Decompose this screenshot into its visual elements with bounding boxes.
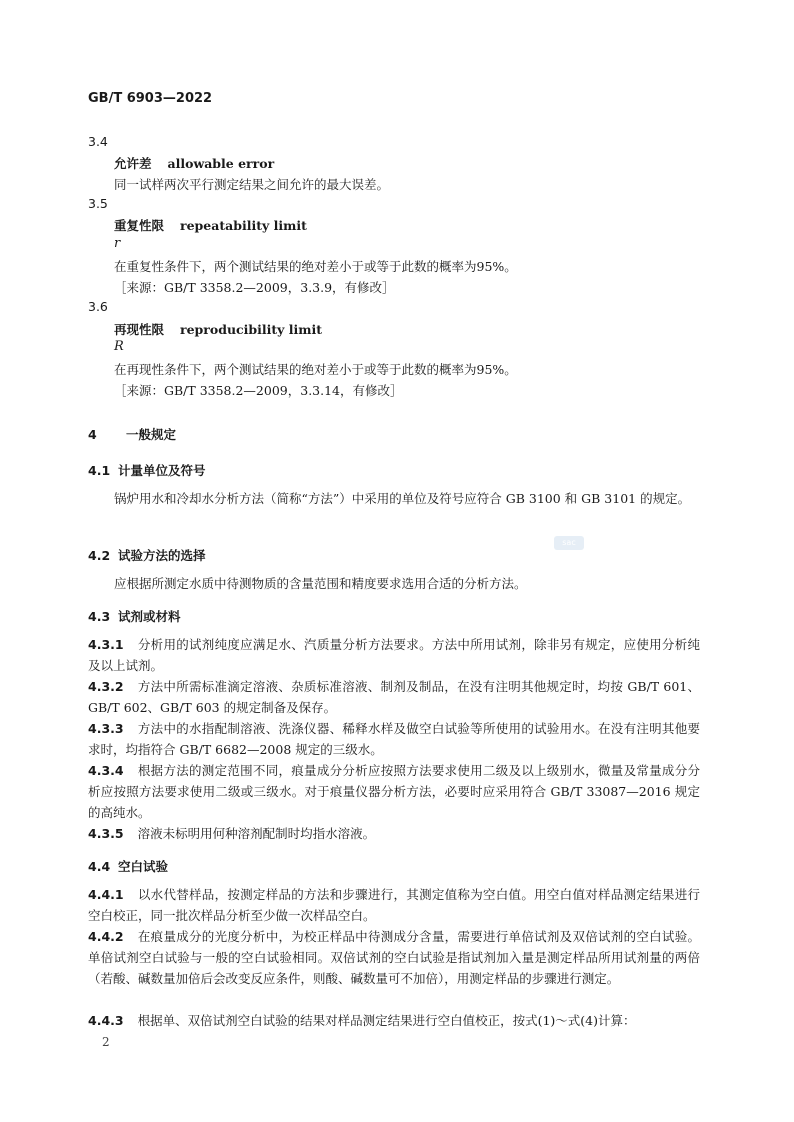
term-en: repeatability limit [180,218,307,233]
term-source: ［来源：GB/T 3358.2—2009，3.3.9，有修改］ [114,280,395,295]
term-en: reproducibility limit [180,322,323,337]
term-number: 3.6 [88,299,108,314]
subsection-title: 计量单位及符号 [118,463,206,478]
term-en: allowable error [167,156,275,171]
clause [88,823,700,844]
section-number: 4 [88,427,97,442]
subsection-number: 4.4 [88,859,111,874]
term-source: ［来源：GB/T 3358.2—2009，3.3.14，有修改］ [114,383,403,398]
term-zh: 重复性限 [114,218,165,233]
page-number: 2 [102,1035,110,1049]
clause [88,760,700,823]
term-zh: 允许差 [114,156,152,171]
clause-text: 分析用的试剂纯度应满足水、汽质量分析方法要求。方法中所用试剂，除非另有规定，应使用分析纯及以上试剂。 [88,637,700,673]
clause-number: 4.4.1 [88,887,124,902]
clause-number: 4.3.4 [88,763,124,778]
subsection-title: 试剂或材料 [118,609,181,624]
clause-text: 根据单、双倍试剂空白试验的结果对样品测定结果进行空白值校正，按式(1)～式(4)计算： [137,1013,636,1028]
subsection-heading [88,607,181,625]
clause-text: 以水代替样品，按测定样品的方法和步骤进行，其测定值称为空白值。用空白值对样品测定结果进行空白校正，同一批次样品分析至少做一次样品空白。 [88,887,700,923]
clause-number: 4.3.3 [88,721,124,736]
subsection-number: 4.1 [88,463,111,478]
clause-number: 4.4.3 [88,1013,124,1028]
term-definition: 在再现性条件下，两个测试结果的绝对差小于或等于此数的概率为95%。 [114,362,517,377]
clause [88,634,700,676]
term-title [114,216,307,234]
subsection-heading [88,546,206,564]
clause [88,718,700,760]
term-definition: 同一试样两次平行测定结果之间允许的最大误差。 [114,177,390,192]
section-title: 一般规定 [126,427,177,442]
section-heading [88,425,176,443]
clause-text: 根据方法的测定范围不同，痕量成分分析应按照方法要求使用二级及以上级别水，微量及常量成分分析应按照方法要求使用二级或三级水。对于痕量仪器分析方法，必要时应采用符合 GB/T 33087—2016 规定的高纯水。 [88,763,700,820]
term-symbol: r [114,236,121,251]
term-title [114,154,274,172]
subsection-heading [88,857,168,875]
subsection-title: 试验方法的选择 [118,548,206,563]
clause [88,884,700,926]
clause-number: 4.3.2 [88,679,124,694]
clause [88,1010,700,1031]
term-zh: 再现性限 [114,322,165,337]
subsection-number: 4.2 [88,548,111,563]
standard-code: GB/T 6903—2022 [88,91,213,106]
clause-number: 4.4.2 [88,929,124,944]
subsection-number: 4.3 [88,609,111,624]
term-symbol: R [114,339,124,354]
clause-number: 4.3.1 [88,637,124,652]
subsection-title: 空白试验 [118,859,169,874]
term-number: 3.4 [88,134,108,149]
subsection-heading [88,461,206,479]
clause-text: 方法中的水指配制溶液、洗涤仪器、稀释水样及做空白试验等所使用的试验用水。在没有注明其他要求时，均指符合 GB/T 6682—2008 规定的三级水。 [88,721,700,757]
clause [88,926,700,989]
term-title [114,320,322,338]
paragraph: 锅炉用水和冷却水分析方法（简称“方法”）中采用的单位及符号应符合 GB 3100 和 GB 3101 的规定。 [114,491,691,506]
clause-number: 4.3.5 [88,826,124,841]
paragraph: 应根据所测定水质中待测物质的含量范围和精度要求选用合适的分析方法。 [114,576,527,591]
term-definition: 在重复性条件下，两个测试结果的绝对差小于或等于此数的概率为95%。 [114,259,517,274]
clause-text: 在痕量成分的光度分析中，为校正样品中待测成分含量，需要进行单倍试剂及双倍试剂的空白试验。单倍试剂空白试验与一般的空白试验相同。双倍试剂的空白试验是指试剂加入量是测定样品所用试剂量的两倍（若酸、碱数量加倍后会改变反应条件，则酸、碱数量可不加倍），用测定样品的步骤进行测定。 [88,929,700,986]
sac-watermark: sac [554,536,584,550]
clause [88,676,700,718]
clause-text: 方法中所需标准滴定溶液、杂质标准溶液、制剂及制品，在没有注明其他规定时，均按 GB/T 601、GB/T 602、GB/T 603 的规定制备及保存。 [88,679,700,715]
clause-text: 溶液未标明用何种溶剂配制时均指水溶液。 [137,826,376,841]
term-number: 3.5 [88,196,108,211]
